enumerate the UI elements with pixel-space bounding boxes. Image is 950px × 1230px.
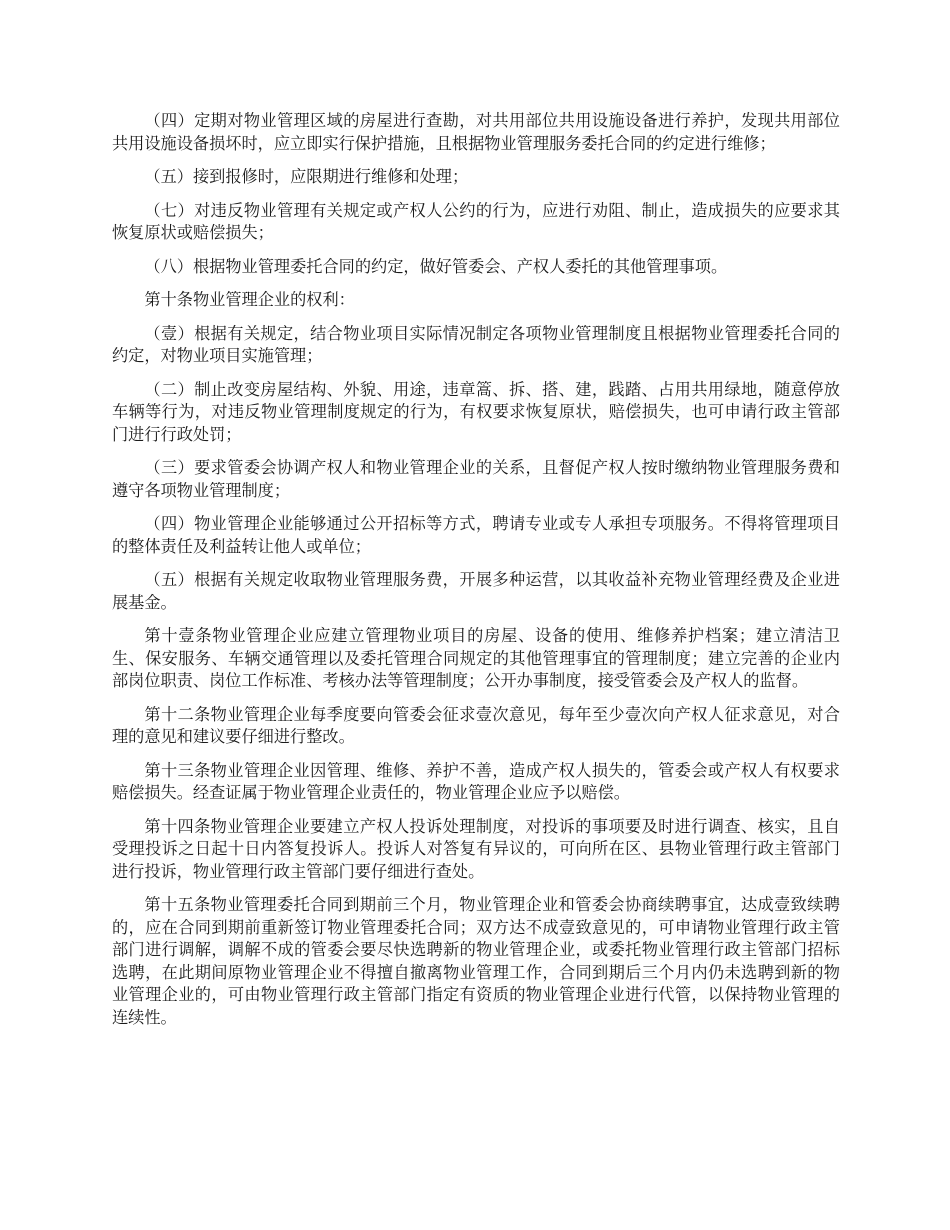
paragraph-4: （八）根据物业管理委托合同的约定，做好管委会、产权人委托的其他管理事项。 xyxy=(144,256,728,276)
paragraph-8: （三）要求管委会协调产权人和物业管理企业的关系，且督促产权人按时缴纳物业管理服务费和遵守各项物业管理制度； xyxy=(112,458,840,500)
paragraph-9: （四）物业管理企业能够通过公开招标等方式，聘请专业或专人承担专项服务。不得将管理项目的整体责任及利益转让他人或单位； xyxy=(112,514,840,556)
article-12: 第十二条物业管理企业每季度要向管委会征求壹次意见，每年至少壹次向产权人征求意见，对合理的意见和建议要仔细进行整改。 xyxy=(112,704,840,746)
paragraph-7: （二）制止改变房屋结构、外貌、用途，违章篙、拆、搭、建，践踏、占用共用绿地，随意停放车辆等行为，对违反物业管理制度规定的行为，有权要求恢复原状，赔偿损失，也可申请行政主管部门进行行政处罚； xyxy=(112,379,840,444)
article-15: 第十五条物业管理委托合同到期前三个月，物业管理企业和管委会协商续聘事宜，达成壹致续聘的，应在合同到期前重新签订物业管理委托合同；双方达不成壹致意见的，可申请物业管理行政主管部门进行调解，调解不成的管委会要尽快选聘新的物业管理企业，或委托物业管理行政主管部门招标选聘，在此期间原物业管理企业不得擅自撤离物业管理工作，合同到期后三个月内仍未选聘到新的物业管理企业的，可由物业管理行政主管部门指定有资质的物业管理企业进行代管，以保持物业管理的连续性。 xyxy=(112,895,840,1027)
paragraph-10: （五）根据有关规定收取物业管理服务费，开展多种运营，以其收益补充物业管理经费及企业进展基金。 xyxy=(112,570,840,612)
article-11: 第十壹条物业管理企业应建立管理物业项目的房屋、设备的使用、维修养护档案；建立清洁卫生、保安服务、车辆交通管理以及委托管理合同规定的其他管理事宜的管理制度；建立完善的企业内部岗位职责、岗位工作标准、考核办法等管理制度；公开办事制度，接受管委会及产权人的监督。 xyxy=(112,626,840,690)
paragraph-1: （四）定期对物业管理区域的房屋进行查勘，对共用部位共用设施设备进行养护，发现共用部位共用设施设备损坏时，应立即实行保护措施，且根据物业管理服务委托合同的约定进行维修； xyxy=(112,111,840,153)
article-10-heading: 第十条物业管理企业的权利： xyxy=(144,290,355,309)
article-14: 第十四条物业管理企业要建立产权人投诉处理制度，对投诉的事项要及时进行调查、核实，且自受理投诉之日起十日内答复投诉人。投诉人对答复有异议的，可向所在区、县物业管理行政主管部门进行投诉，物业管理行政主管部门要仔细进行查处。 xyxy=(112,816,840,881)
paragraph-2: （五）接到报修时，应限期进行维修和处理； xyxy=(144,167,469,186)
document-body xyxy=(112,110,840,1040)
paragraph-3: （七）对违反物业管理有关规定或产权人公约的行为，应进行劝阻、制止，造成损失的应要求其恢复原状或赔偿损失； xyxy=(112,200,840,242)
article-13: 第十三条物业管理企业因管理、维修、养护不善，造成产权人损失的，管委会或产权人有权要求赔偿损失。经查证属于物业管理企业责任的，物业管理企业应予以赔偿。 xyxy=(112,760,840,802)
paragraph-6: （壹）根据有关规定，结合物业项目实际情况制定各项物业管理制度且根据物业管理委托合同的约定，对物业项目实施管理； xyxy=(112,323,840,365)
